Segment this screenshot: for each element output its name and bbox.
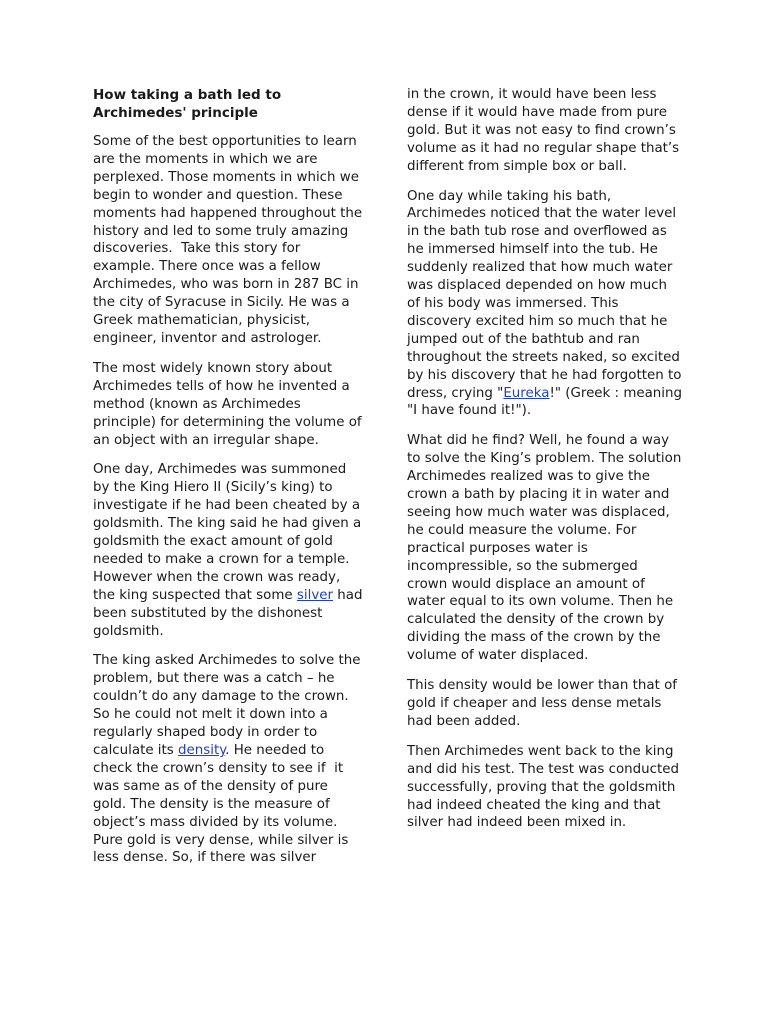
left-column xyxy=(93,86,367,879)
paragraph-king-hiero xyxy=(93,461,367,640)
right-column xyxy=(407,86,687,844)
paragraph-density: This density would be lower than that of gold if cheaper and less dense metals had been added. xyxy=(407,678,682,729)
paragraph-bath xyxy=(407,188,687,421)
paragraph-text: One day, Archimedes was summoned by the King Hiero II (Sicily’s king) to investigate if he had been cheated by a goldsmith. The king said he had given a goldsmith the exact amount of gold needed to make a crown for a temple. However when the crown was ready, the king suspected that some xyxy=(93,462,366,603)
paragraph-problem xyxy=(93,652,363,867)
article-title xyxy=(93,86,363,122)
density-link[interactable]: density xyxy=(178,743,226,758)
paragraph-crown-volume: in the crown, it would have been less dense if it would have made from pure gold. But it was not easy to find crown’s volume as it had no regular shape that’s different from simple box or ball. xyxy=(407,87,684,174)
paragraph-intro: Some of the best opportunities to learn are the moments in which we are perplexed. Those moments in which we begin to wonder and question. These moments had happened throughout the history and led to some truly amazing discoveries. Take this story for example. There once was a fellow Archimedes, who was born in 287 BC in the city of Syracuse in Sicily. He was a Greek mathematician, physicist, engineer, inventor and astrologer. xyxy=(93,134,367,346)
paragraph-text: The king asked Archimedes to solve the problem, but there was a catch – he couldn’t do any damage to the crown. So he could not melt it down into a regularly shaped body in order to calculate its xyxy=(93,653,365,758)
paragraph-text: !" (Greek : meaning "I have found it!"). xyxy=(407,385,687,419)
paragraph-solution: What did he find? Well, he found a way to solve the King’s problem. The solution Archimedes realized was to give the crown a bath by placing it in water and seeing how much water was displaced, he could measure the volume. For practical purposes water is incompressible, so the submerged crown would displace an amount of water equal to its own volume. Then he calculated the density of the crown by dividing the mass of the crown by the volume of water displaced. xyxy=(407,433,686,664)
paragraph-text: . He needed to check the crown’s density to see if it was same as of the density of pure gold. The density is the measure of object’s mass divided by its volume. Pure gold is very dense, while silver is less dense. So, if there was silver xyxy=(93,743,353,866)
paragraph-conclusion: Then Archimedes went back to the king and did his test. The test was conducted successfully, proving that the goldsmith had indeed cheated the king and that silver had indeed been mixed in. xyxy=(407,743,684,831)
paragraph-text: One day while taking his bath, Archimedes noticed that the water level in the bath tub rose and overflowed as he immersed himself into the tub. He suddenly realized that how much water was displaced depended on how much of his body was immersed. This discovery excited him so much that he jumped out of the bathtub and ran throughout the streets naked, so excited by his discovery that he had forgotten to dress, crying " xyxy=(407,188,686,401)
article-title-line2: Archimedes' principle xyxy=(93,105,258,121)
paragraph-story: The most widely known story about Archimedes tells of how he invented a method (known as Archimedes principle) for determining the volume of an object with an irregular shape. xyxy=(93,360,366,448)
paragraph-text: had been substituted by the dishonest goldsmith. xyxy=(93,587,367,639)
article-title-line1: How taking a bath led to xyxy=(93,87,282,103)
silver-link[interactable]: silver xyxy=(296,587,333,603)
eureka-link[interactable]: Eureka xyxy=(503,385,550,401)
